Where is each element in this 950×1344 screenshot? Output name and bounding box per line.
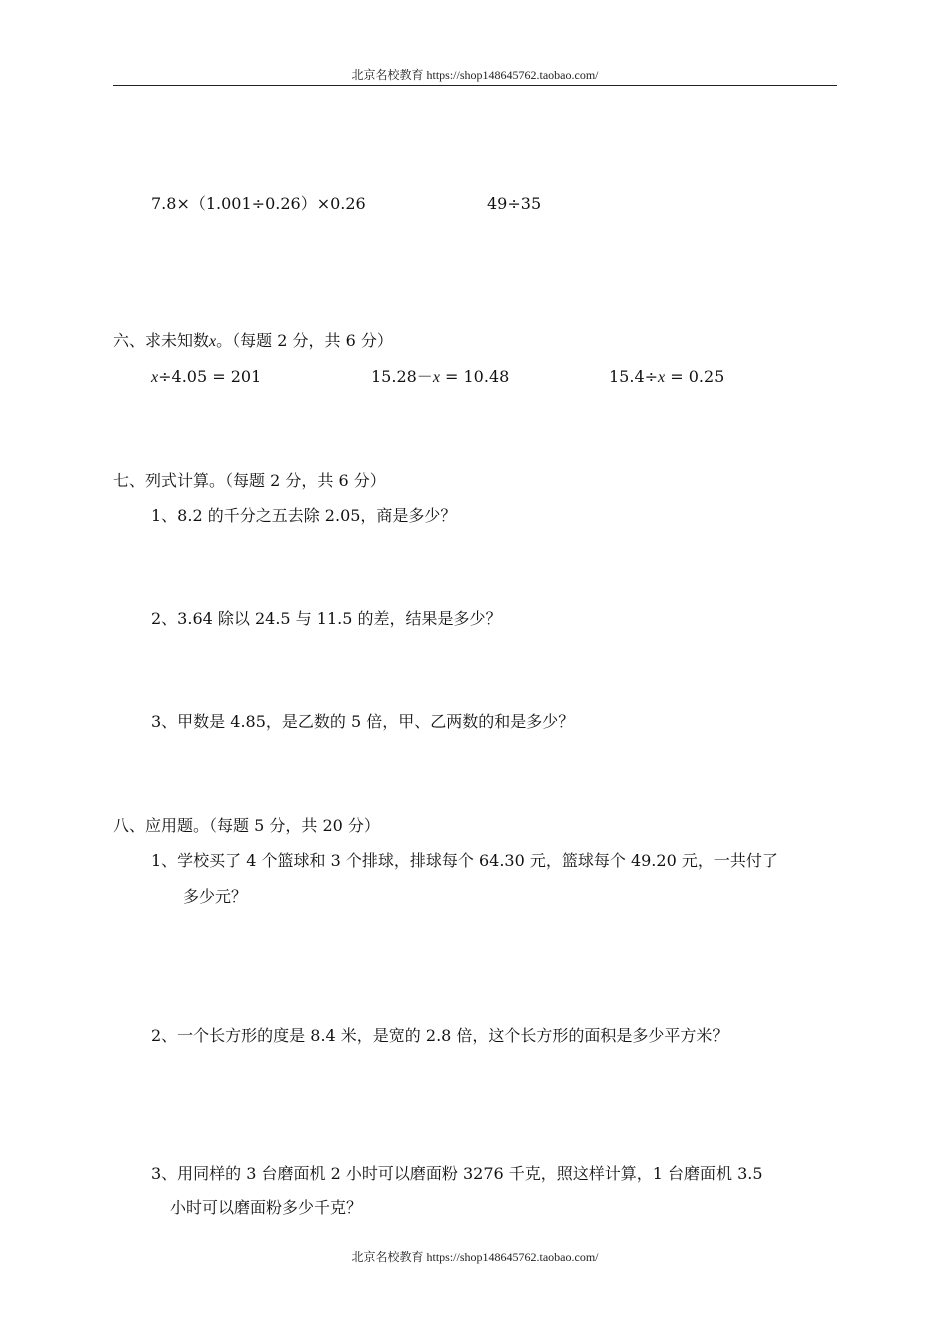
section-7-question-2: 2、3.64 除以 24.5 与 11.5 的差，结果是多少？	[151, 609, 502, 628]
equation-3	[609, 367, 724, 388]
equation-3-variable: x	[658, 369, 666, 386]
equation-2-prefix: 15.28－	[371, 367, 433, 386]
section-7-question-1: 1、8.2 的千分之五去除 2.05，商是多少？	[151, 506, 457, 525]
section-6-title	[113, 331, 393, 352]
page-header: 北京名校教育 https://shop148645762.taobao.com/	[351, 68, 599, 82]
section-8-question-3-line-1: 3、用同样的 3 台磨面机 2 小时可以磨面粉 3276 千克，照这样计算，1 台磨面机 3.5	[151, 1164, 763, 1183]
section-7-question-3: 3、甲数是 4.85，是乙数的 5 倍，甲、乙两数的和是多少？	[151, 712, 575, 731]
section-8-question-1-line-1: 1、学校买了 4 个篮球和 3 个排球，排球每个 64.30 元，篮球每个 49.20 元，一共付了	[151, 851, 778, 870]
equation-2-variable: x	[432, 369, 440, 386]
section-6-title-b: 。（每题 2 分，共 6 分）	[216, 331, 393, 350]
equation-1	[151, 367, 261, 388]
expression-2: 49÷35	[487, 194, 542, 213]
section-8-title: 八、应用题。（每题 5 分，共 20 分）	[113, 816, 380, 835]
section-8-question-3-line-2: 小时可以磨面粉多少千克？	[170, 1198, 363, 1217]
equation-1-suffix: ÷4.05 = 201	[158, 367, 262, 386]
page-footer: 北京名校教育 https://shop148645762.taobao.com/	[351, 1250, 599, 1264]
section-7-title: 七、列式计算。（每题 2 分，共 6 分）	[113, 471, 386, 490]
equation-3-prefix: 15.4÷	[609, 367, 659, 386]
section-8-question-1-line-2: 多少元？	[183, 887, 248, 906]
equation-1-variable: x	[151, 369, 159, 386]
section-6-title-a: 六、求未知数	[113, 331, 210, 350]
equation-2-suffix: = 10.48	[439, 367, 510, 386]
equation-2	[371, 367, 509, 388]
section-8-question-2: 2、一个长方形的度是 8.4 米，是宽的 2.8 倍，这个长方形的面积是多少平方米？	[151, 1026, 729, 1045]
section-6-variable: x	[209, 333, 217, 350]
equation-3-suffix: = 0.25	[665, 367, 725, 386]
header-rule	[113, 85, 837, 86]
expression-1: 7.8×（1.001÷0.26）×0.26	[151, 194, 366, 213]
